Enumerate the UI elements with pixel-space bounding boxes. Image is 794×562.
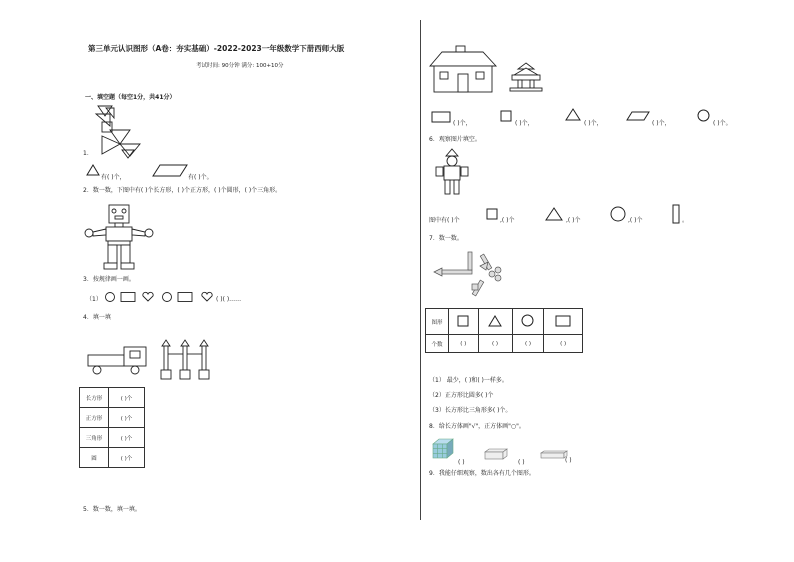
circle-icon: [521, 314, 534, 327]
exam-info: 考试时间: 90分钟 满分: 100+10分: [196, 63, 284, 69]
q4-text: 4．填一填: [83, 314, 111, 321]
q9-text: 9．我能仔细观察，数出各有几个图形。: [429, 470, 535, 477]
q7-count-blank[interactable]: ( ): [449, 335, 479, 353]
page-title: 第三单元认识图形（A卷：夯实基础）-2022-2023一年级数学下册西师大版: [88, 44, 345, 53]
square-icon: [486, 208, 498, 220]
q6-blank[interactable]: ,( )个: [628, 217, 643, 224]
q4-label: 三角形: [80, 428, 109, 448]
shape-count-blank[interactable]: ( )个，: [584, 120, 603, 127]
q4-table: [79, 387, 145, 468]
shape-count-blank[interactable]: ( )个，: [652, 120, 671, 127]
q7-shape-cell: [449, 309, 479, 335]
q4-value[interactable]: ( )个: [109, 448, 145, 468]
q7-count-blank[interactable]: ( ): [478, 335, 512, 353]
q1-number: 1．: [83, 150, 93, 157]
robot-figure: [84, 203, 154, 271]
rectangle-icon: [431, 111, 451, 123]
triangle-icon: [545, 207, 563, 221]
q6-blank[interactable]: ,( )个: [500, 217, 515, 224]
circle-icon: [697, 109, 710, 122]
triangle-icon: [565, 108, 581, 121]
q7-table: [425, 308, 583, 353]
q7-text: 7．数一数。: [429, 235, 463, 242]
q1-parallelogram-blank[interactable]: 有( )个。: [188, 174, 213, 181]
q7-shape-cell: [544, 309, 583, 335]
q7-count-blank[interactable]: ( ): [544, 335, 583, 353]
q8-blank[interactable]: ( ): [565, 457, 572, 464]
square-icon: [457, 315, 469, 327]
q3-row-prefix: （1）: [86, 296, 102, 303]
column-divider: [420, 20, 421, 520]
parallelogram-icon: [626, 111, 650, 121]
section-heading: 一、填空题（每空1分，共41分）: [85, 94, 176, 101]
triangle-icon: [86, 164, 100, 176]
q8-blank[interactable]: ( ): [518, 459, 525, 466]
q7-shape-cell: [512, 309, 544, 335]
long-box-figure: [540, 450, 568, 460]
triangle-icon: [488, 315, 502, 327]
q4-label: 正方形: [80, 408, 109, 428]
q7-sub3[interactable]: （3）长方形比三角形多( )个。: [429, 407, 512, 414]
q7-row-label: 图形: [426, 309, 449, 335]
q6-blank[interactable]: ,( )个: [566, 217, 581, 224]
box-figure: [484, 448, 508, 460]
q6-line-prefix[interactable]: 图中有( )个: [429, 217, 460, 224]
q7-sub1[interactable]: （1） 最少，( )和( )一样多。: [429, 377, 508, 384]
shape-count-blank[interactable]: ( )个，: [515, 120, 534, 127]
circle-icon: [610, 206, 626, 222]
tangram-figure: [92, 104, 152, 159]
fence-figure: [158, 338, 214, 380]
q7-scattered-shapes: [432, 248, 512, 300]
q7-count-blank[interactable]: ( ): [512, 335, 544, 353]
q8-text: 8．给长方体画"√"，正方体画"○"。: [429, 423, 525, 430]
q8-blank[interactable]: ( ): [458, 459, 465, 466]
tall-rectangle-icon: [672, 204, 680, 224]
q7-sub2[interactable]: （2）正方形比圆多( )个: [429, 392, 494, 399]
q2-text: 2．数一数，下图中有( )个长方形，( )个正方形，( )个圆形，( )个三角形。: [83, 187, 282, 194]
q3-blank[interactable]: ( )( )……: [216, 296, 242, 303]
q1-triangle-blank[interactable]: 有( )个，: [101, 174, 126, 181]
q4-label: 圆: [80, 448, 109, 468]
q5-text: 5．数一数，填一填。: [83, 506, 141, 513]
shape-count-blank[interactable]: ( )个，: [453, 120, 472, 127]
house-figure: [428, 44, 498, 94]
q7-row-label: 个数: [426, 335, 449, 353]
q4-value[interactable]: ( )个: [109, 388, 145, 408]
pattern-shapes: [104, 291, 216, 303]
q7-shape-cell: [478, 309, 512, 335]
parallelogram-icon: [152, 164, 188, 177]
square-icon: [500, 110, 512, 122]
shape-person-figure: [432, 148, 472, 196]
q4-value[interactable]: ( )个: [109, 408, 145, 428]
q6-end: 。: [682, 217, 689, 224]
rectangle-icon: [555, 315, 571, 327]
shape-count-blank[interactable]: ( )个。: [713, 120, 732, 127]
pavilion-figure: [508, 62, 544, 92]
truck-figure: [87, 345, 149, 377]
q4-label: 长方形: [80, 388, 109, 408]
q6-text: 6．观察图片填空。: [429, 136, 481, 143]
q4-value[interactable]: ( )个: [109, 428, 145, 448]
q3-text: 3．按规律画一画。: [83, 276, 135, 283]
rubiks-cube-figure: [432, 438, 454, 460]
